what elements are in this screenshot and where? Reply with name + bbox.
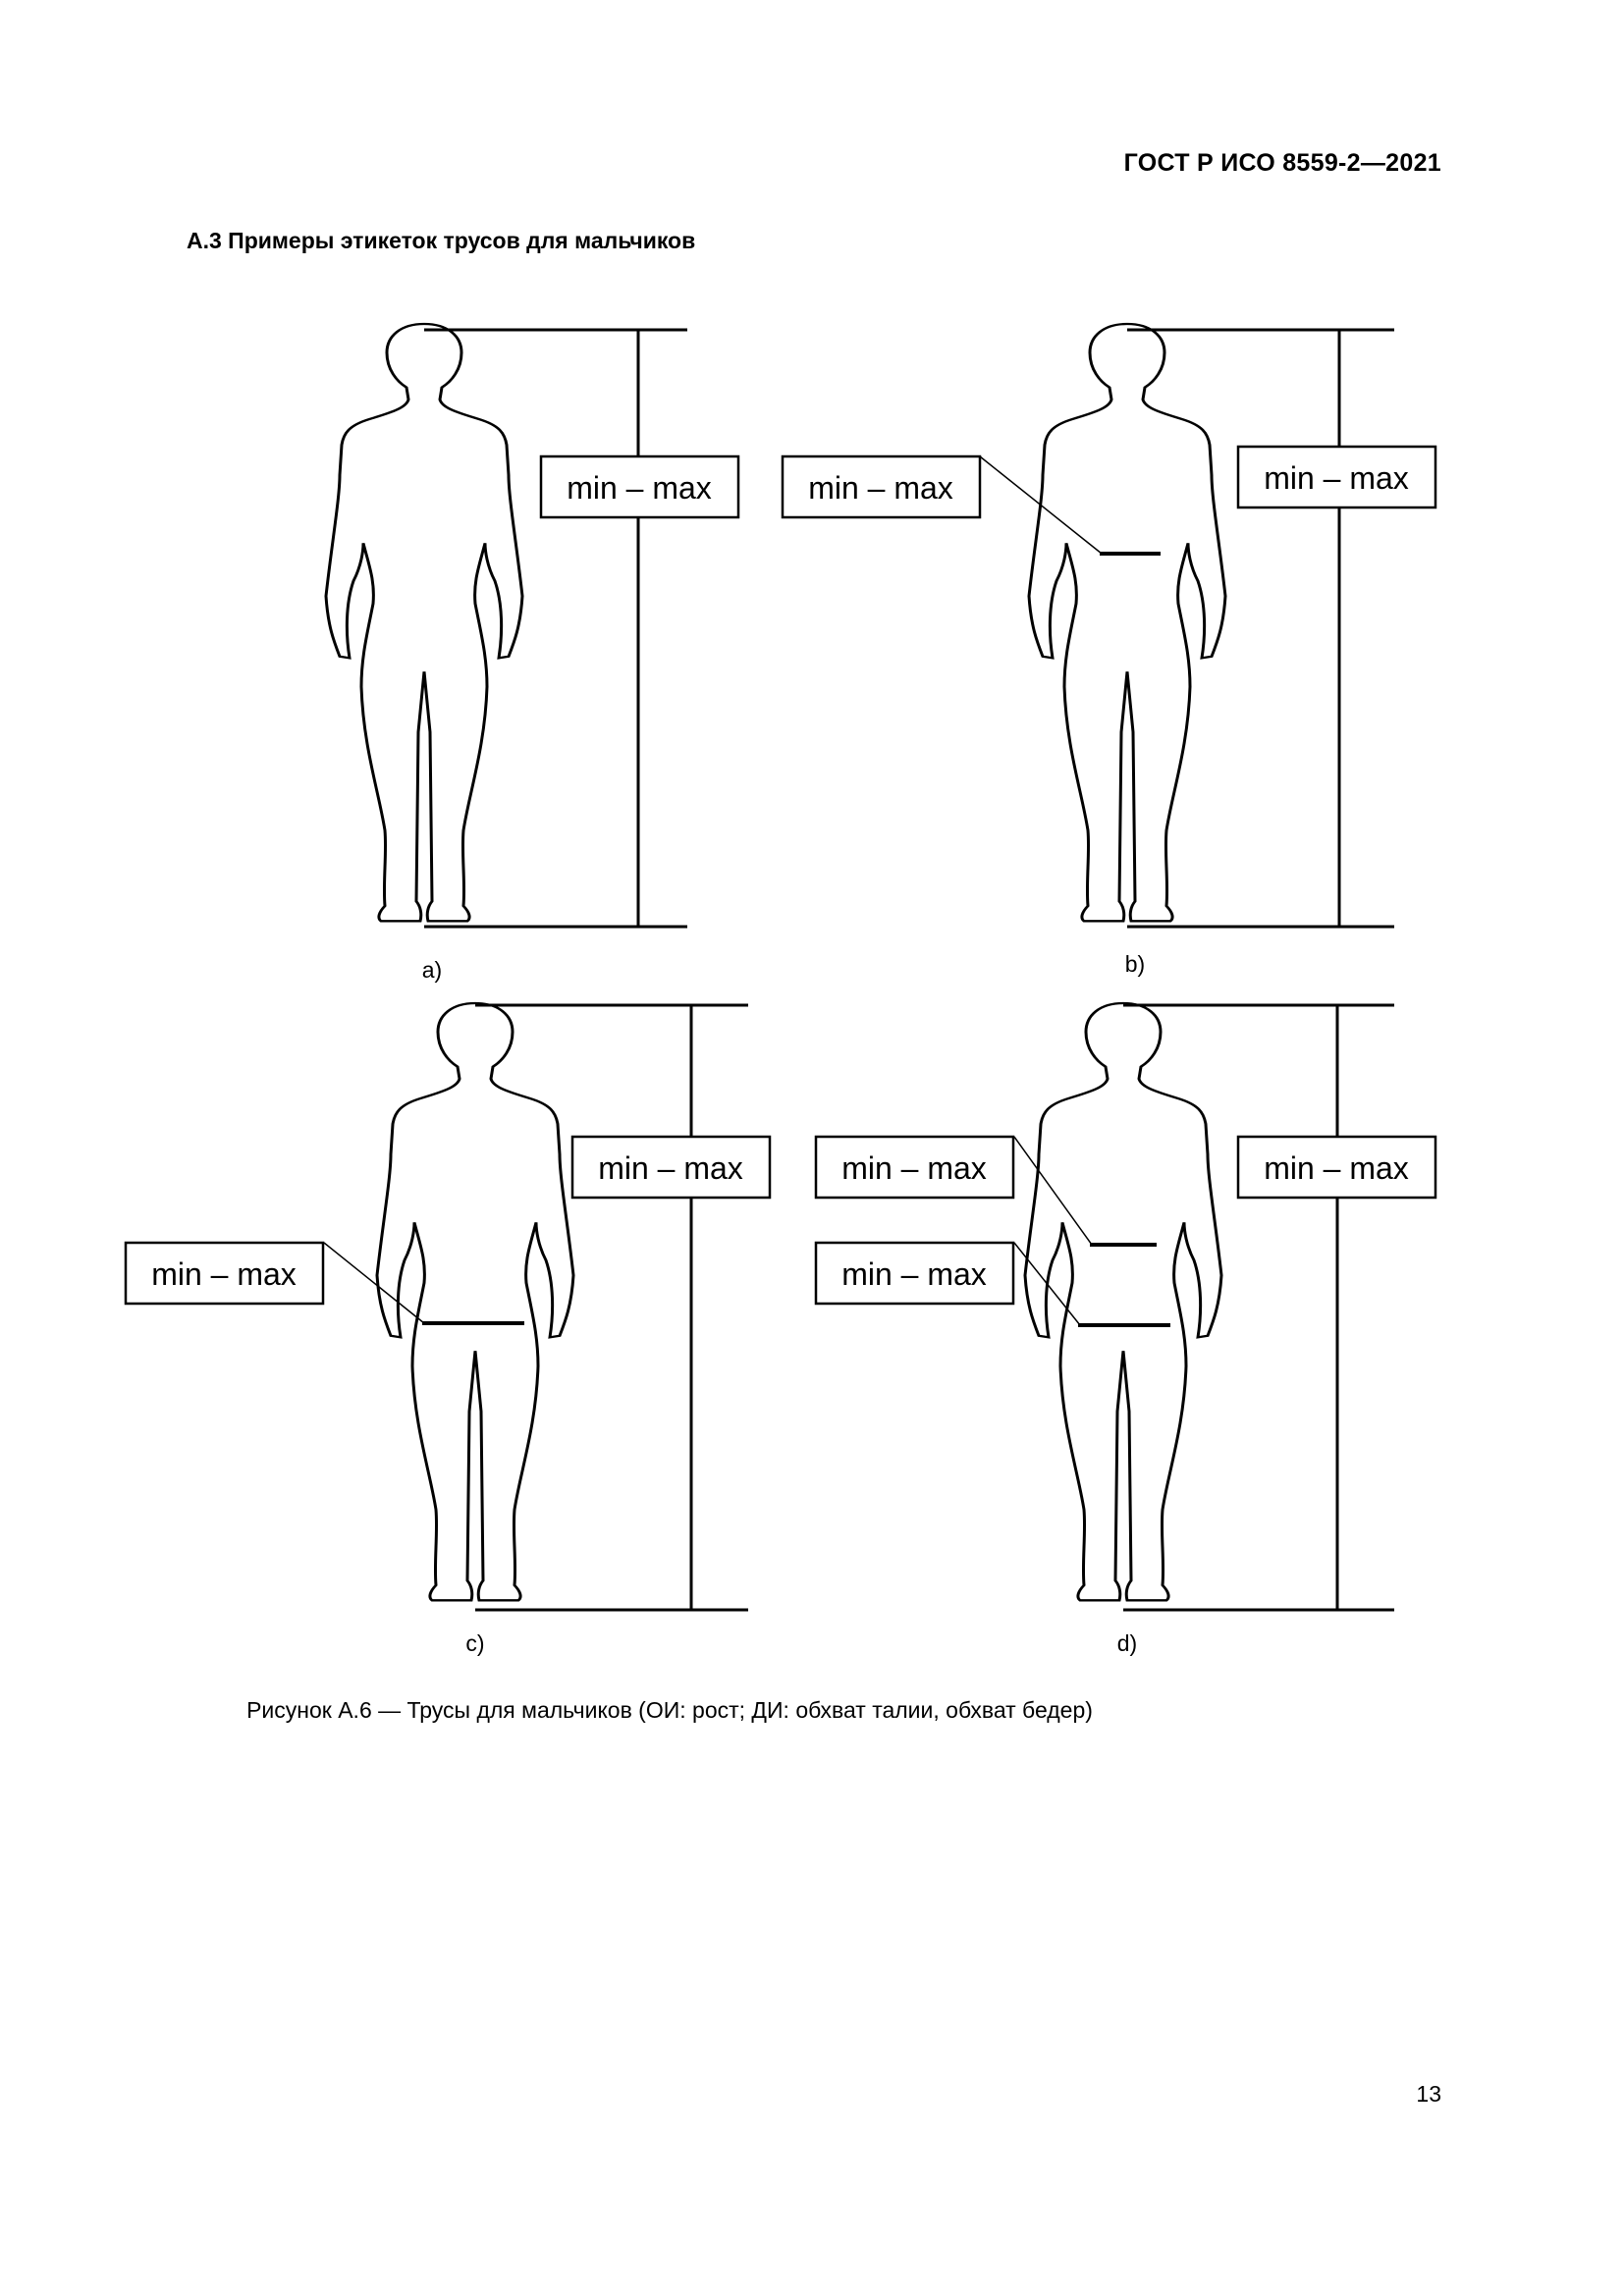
panel-label-b: b) — [1124, 951, 1146, 977]
size-box-b-height-text: min – max — [1264, 460, 1409, 496]
panel-label-d: d) — [1116, 1630, 1138, 1656]
panel-d — [816, 1003, 1435, 1656]
panel-label-a: a) — [421, 957, 443, 983]
figure-caption — [0, 1697, 1624, 1724]
body-figure-b — [1029, 324, 1225, 921]
section-title: А.3 Примеры этикеток трусов для мальчиков — [187, 228, 696, 253]
figure-caption-text: Рисунок А.6 — Трусы для мальчиков (ОИ: рост; ДИ: обхват талии, обхват бедер) — [246, 1697, 1093, 1723]
size-box-d-waist-text: min – max — [841, 1150, 987, 1186]
size-box-d-height-text: min – max — [1264, 1150, 1409, 1186]
panel-c — [126, 1003, 770, 1656]
page-number: 13 — [1416, 2081, 1441, 2107]
body-figure-d — [1025, 1003, 1221, 1600]
document-standard-id: ГОСТ Р ИСО 8559-2—2021 — [1123, 149, 1441, 177]
size-box-c-hip-text: min – max — [151, 1256, 297, 1292]
leader-line-b — [980, 456, 1102, 554]
size-box-c-height-text: min – max — [598, 1150, 743, 1186]
body-figure-a — [326, 324, 522, 921]
leader-line-d-waist — [1014, 1137, 1092, 1245]
panel-b — [783, 324, 1435, 977]
size-box-b-waist-text: min – max — [808, 470, 953, 506]
size-box-d-hip-text: min – max — [841, 1256, 987, 1292]
leader-line-c — [324, 1243, 424, 1323]
size-box-a-height-text: min – max — [567, 470, 712, 506]
panel-label-c: c) — [465, 1630, 485, 1656]
body-figure-c — [377, 1003, 573, 1600]
panel-a — [326, 324, 738, 983]
